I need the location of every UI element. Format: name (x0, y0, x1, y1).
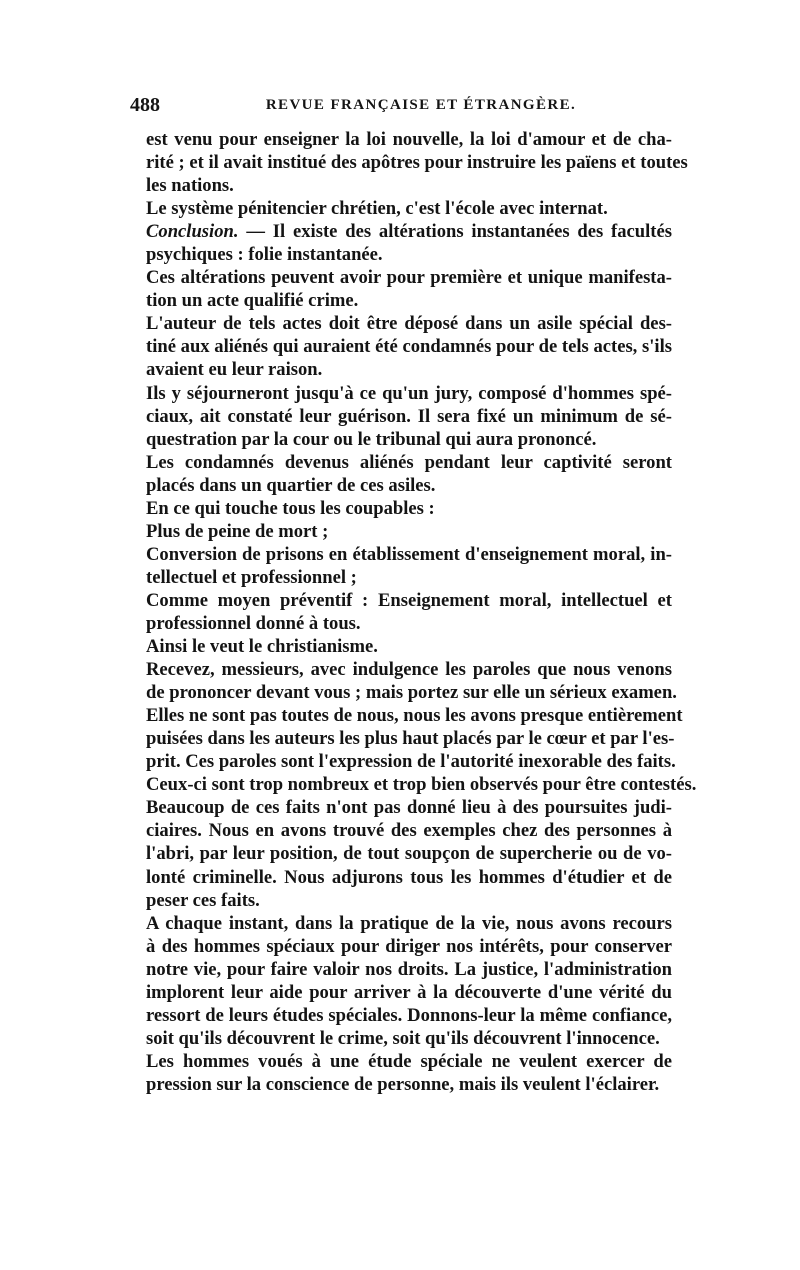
text-line: rité ; et il avait institué des apôtres pour instruire les païens et toutes (146, 152, 688, 174)
text-line: est venu pour enseigner la loi nouvelle, la loi d'amour et de cha- (146, 129, 672, 150)
paragraph (130, 658, 697, 912)
text-line: ciaires. Nous en avons trouvé des exemples chez des personnes à (146, 820, 672, 842)
text-line: peser ces faits. (146, 889, 260, 911)
text-line: Les hommes voués à une étude spéciale ne veulent exercer de (146, 1050, 672, 1072)
text-line: Conclusion. — Il existe des altérations instantanées des facultés (146, 221, 672, 243)
paragraph (130, 543, 672, 589)
text-line: placés dans un quartier de ces asiles. (146, 474, 436, 496)
text-line: lonté criminelle. Nous adjurons tous les hommes d'étudier et de (146, 866, 672, 888)
text-line: En ce qui touche tous les coupables : (146, 497, 435, 519)
text-line: avaient eu leur raison. (146, 359, 323, 381)
text-line: professionnel donné à tous. (146, 612, 361, 634)
text-line: Ils y séjourneront jusqu'à ce qu'un jury, composé d'hommes spé- (146, 382, 672, 404)
running-title: REVUE FRANÇAISE ET ÉTRANGÈRE. (265, 97, 577, 113)
paragraph (130, 912, 672, 1050)
paragraph (130, 220, 672, 266)
paragraph (130, 451, 672, 497)
text-line: tiné aux aliénés qui auraient été condamnés pour de tels actes, s'ils (146, 336, 672, 358)
text-line: Comme moyen préventif : Enseignement moral, intellectuel et (146, 589, 672, 611)
paragraph (130, 266, 672, 312)
paragraph (130, 520, 672, 543)
text-line: soit qu'ils découvrent le crime, soit qu'ils découvrent l'innocence. (146, 1027, 660, 1049)
text-line: prit. Ces paroles sont l'expression de l'autorité inexorable des faits. (146, 751, 676, 773)
text-line: Plus de peine de mort ; (146, 520, 329, 542)
paragraph (130, 128, 688, 197)
text-line: Ainsi le veut le christianisme. (146, 636, 378, 658)
text-line: Beaucoup de ces faits n'ont pas donné lieu à des poursuites judi- (146, 797, 672, 819)
paragraph (130, 197, 672, 220)
text-line: notre vie, pour faire valoir nos droits. La justice, l'administration (146, 958, 672, 980)
paragraph (130, 497, 672, 520)
paragraph (130, 589, 672, 635)
text-line: psychiques : folie instantanée. (146, 244, 383, 266)
text-line: A chaque instant, dans la pratique de la vie, nous avons recours (146, 912, 672, 934)
text-line: de prononcer devant vous ; mais portez sur elle un sérieux examen. (146, 682, 677, 704)
text-line: pression sur la conscience de personne, mais ils veulent l'éclairer. (146, 1073, 660, 1095)
text-line: Elles ne sont pas toutes de nous, nous les avons presque entièrement (146, 705, 683, 727)
page-header (130, 94, 672, 120)
text-line: à des hommes spéciaux pour diriger nos intérêts, pour conserver (146, 935, 672, 957)
paragraph (130, 635, 672, 658)
text-line: L'auteur de tels actes doit être déposé dans un asile spécial des- (146, 313, 672, 335)
paragraph (130, 312, 672, 381)
text-line: tion un acte qualifié crime. (146, 290, 359, 312)
text-line: Ces altérations peuvent avoir pour première et unique manifesta- (146, 267, 672, 289)
text-line: l'abri, par leur position, de tout soupçon de supercherie ou de vo- (146, 843, 672, 865)
italic-lead: Conclusion. (146, 221, 239, 243)
paragraph (130, 1050, 672, 1096)
text-line: questration par la cour ou le tribunal qui aura prononcé. (146, 428, 597, 450)
text-line: Les condamnés devenus aliénés pendant leur captivité seront (146, 451, 672, 473)
text-line: ciaux, ait constaté leur guérison. Il sera fixé un minimum de sé- (146, 405, 672, 427)
body-text (130, 128, 697, 1096)
text-line: les nations. (146, 175, 234, 197)
text-line: tellectuel et professionnel ; (146, 566, 357, 588)
text-line: Recevez, messieurs, avec indulgence les paroles que nous venons (146, 659, 672, 681)
text-line: Le système pénitencier chrétien, c'est l'école avec internat. (146, 198, 608, 220)
text-line: implorent leur aide pour arriver à la découverte d'une vérité du (146, 981, 672, 1003)
page-number: 488 (130, 94, 160, 116)
text-line: puisées dans les auteurs les plus haut placés par le cœur et par l'es- (146, 728, 675, 750)
paragraph (130, 382, 672, 451)
text-line: ressort de leurs études spéciales. Donnons-leur la même confiance, (146, 1004, 672, 1026)
text-line: Conversion de prisons en établissement d'enseignement moral, in- (146, 543, 672, 565)
text-line: Ceux-ci sont trop nombreux et trop bien observés pour être contestés. (146, 774, 697, 796)
